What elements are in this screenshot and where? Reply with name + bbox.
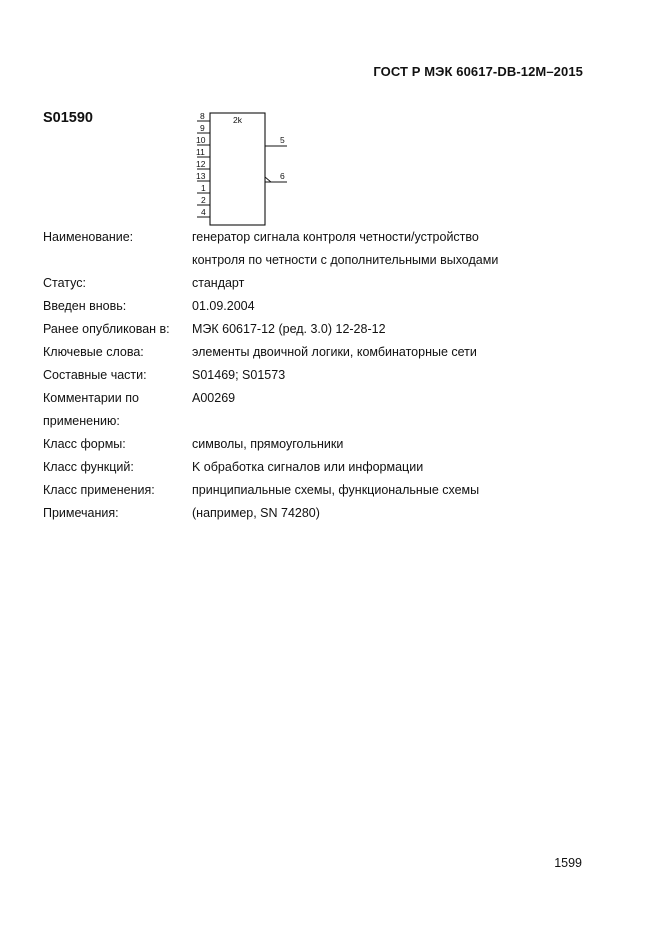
input-pin-label: 1 [201, 183, 206, 193]
attribute-label: Класс функций: [43, 460, 134, 474]
attribute-label: Наименование: [43, 230, 134, 244]
attribute-row [43, 502, 583, 525]
input-pin-label: 10 [196, 135, 206, 145]
attribute-row [43, 341, 583, 364]
attribute-label: Введен вновь: [43, 299, 127, 313]
attribute-row [43, 226, 583, 272]
negation-indicator [265, 177, 271, 182]
symbol-code: S01590 [43, 110, 93, 126]
attribute-row [43, 272, 583, 295]
attribute-value: генератор сигнала контроля четности/устройство контроля по четности с дополнительными выходами [192, 230, 499, 267]
input-pin-label: 9 [200, 123, 205, 133]
input-pin-label: 8 [200, 111, 205, 121]
output-pin-label: 5 [280, 135, 285, 145]
attribute-label: Ранее опубликован в: [43, 322, 170, 336]
attribute-row [43, 364, 583, 387]
attribute-value: МЭК 60617-12 (ред. 3.0) 12-28-12 [192, 322, 386, 336]
attribute-value: (например, SN 74280) [192, 506, 320, 520]
attribute-label: Статус: [43, 276, 86, 290]
attribute-row [43, 387, 583, 433]
attribute-value: 01.09.2004 [192, 299, 255, 313]
attribute-value: A00269 [192, 391, 236, 405]
attribute-value: S01469; S01573 [192, 368, 286, 382]
attribute-row [43, 479, 583, 502]
attribute-value: принципиальные схемы, функциональные схемы [192, 483, 480, 497]
attribute-row [43, 295, 583, 318]
output-pin-label: 6 [280, 171, 285, 181]
attribute-label: Ключевые слова: [43, 345, 144, 359]
symbol-body [210, 113, 265, 225]
input-pin-label: 13 [196, 171, 206, 181]
attribute-label: Комментарии по применению: [43, 391, 139, 428]
attribute-row [43, 318, 583, 341]
attribute-value: символы, прямоугольники [192, 437, 344, 451]
attribute-value: элементы двоичной логики, комбинаторные сети [192, 345, 477, 359]
input-pin-label: 12 [196, 159, 206, 169]
attribute-row [43, 433, 583, 456]
attribute-list [43, 226, 583, 525]
input-pin-label: 11 [196, 147, 205, 157]
logic-symbol-diagram [192, 110, 292, 228]
input-pin-label: 2 [201, 195, 206, 205]
document-header: ГОСТ Р МЭК 60617-DB-12M–2015 [373, 64, 583, 79]
attribute-row [43, 456, 583, 479]
symbol-qualifier: 2k [233, 115, 242, 125]
attribute-label: Примечания: [43, 506, 119, 520]
attribute-label: Составные части: [43, 368, 147, 382]
attribute-value: стандарт [192, 276, 245, 290]
attribute-label: Класс применения: [43, 483, 155, 497]
page-number: 1599 [554, 856, 582, 870]
attribute-value: K обработка сигналов или информации [192, 460, 424, 474]
attribute-label: Класс формы: [43, 437, 126, 451]
input-pin-label: 4 [201, 207, 206, 217]
